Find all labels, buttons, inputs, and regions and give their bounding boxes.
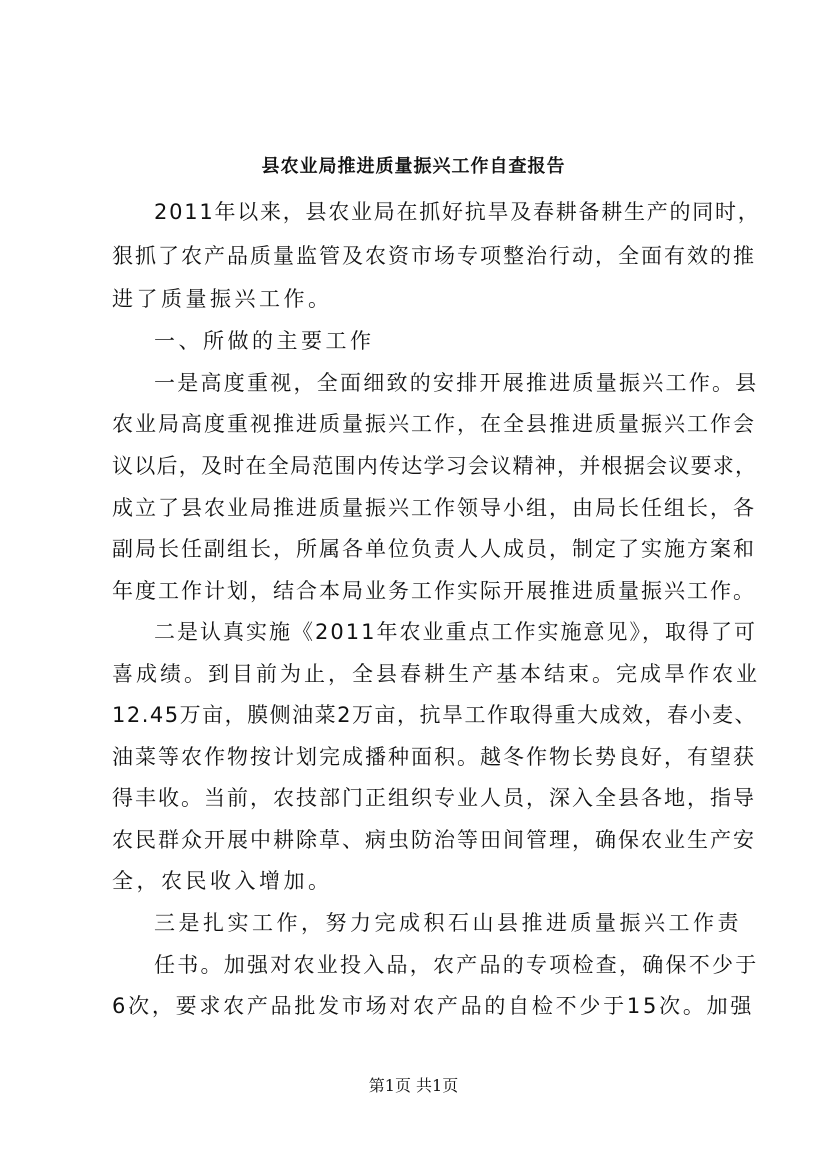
paragraph-line: 副局长任副组长，所属各单位负责人人成员，制定了实施方案和 [112, 537, 756, 561]
paragraph-line: 一是高度重视，全面细致的安排开展推进质量振兴工作。县 [154, 371, 759, 395]
page-number-footer: 第1页 共1页 [368, 1076, 459, 1095]
paragraph-line: 农民群众开展中耕除草、病虫防治等田间管理，确保农业生产安 [112, 828, 756, 852]
paragraph-line: 得丰收。当前，农技部门正组织专业人员，深入全县各地，指导 [112, 786, 756, 810]
paragraph-line: 12.45万亩，膜侧油菜2万亩，抗旱工作取得重大成效，春小麦、 [112, 703, 757, 727]
section-heading: 一、所做的主要工作 [154, 329, 375, 353]
paragraph-line: 2011年以来，县农业局在抓好抗旱及春耕备耕生产的同时， [154, 200, 761, 224]
paragraph-line: 三是扎实工作，努力完成积石山县推进质量振兴工作责 [154, 911, 742, 935]
paragraph-line: 成立了县农业局推进质量振兴工作领导小组，由局长任组长，各 [112, 496, 756, 520]
paragraph-line: 年度工作计划，结合本局业务工作实际开展推进质量振兴工作。 [112, 579, 756, 603]
paragraph-line: 6次，要求农产品批发市场对农产品的自检不少于15次。加强 [112, 994, 755, 1018]
paragraph-line: 任书。加强对农业投入品，农产品的专项检查，确保不少于 [154, 953, 759, 977]
paragraph-line: 二是认真实施《2011年农业重点工作实施意见》，取得了可 [154, 620, 757, 644]
paragraph-line: 喜成绩。到目前为止，全县春耕生产基本结束。完成旱作农业 [112, 662, 760, 686]
paragraph-line: 议以后，及时在全局范围内传达学习会议精神，并根据会议要求， [112, 454, 758, 478]
paragraph-line: 全，农民收入增加。 [112, 869, 333, 893]
paragraph-line: 进了质量振兴工作。 [112, 287, 333, 311]
paragraph-line: 油菜等农作物按计划完成播种面积。越冬作物长势良好，有望获 [112, 745, 756, 769]
document-title: 县农业局推进质量振兴工作自查报告 [261, 156, 566, 177]
paragraph-line: 农业局高度重视推进质量振兴工作，在全县推进质量振兴工作会 [112, 412, 756, 436]
paragraph-line: 狠抓了农产品质量监管及农资市场专项整治行动，全面有效的推 [112, 244, 756, 268]
